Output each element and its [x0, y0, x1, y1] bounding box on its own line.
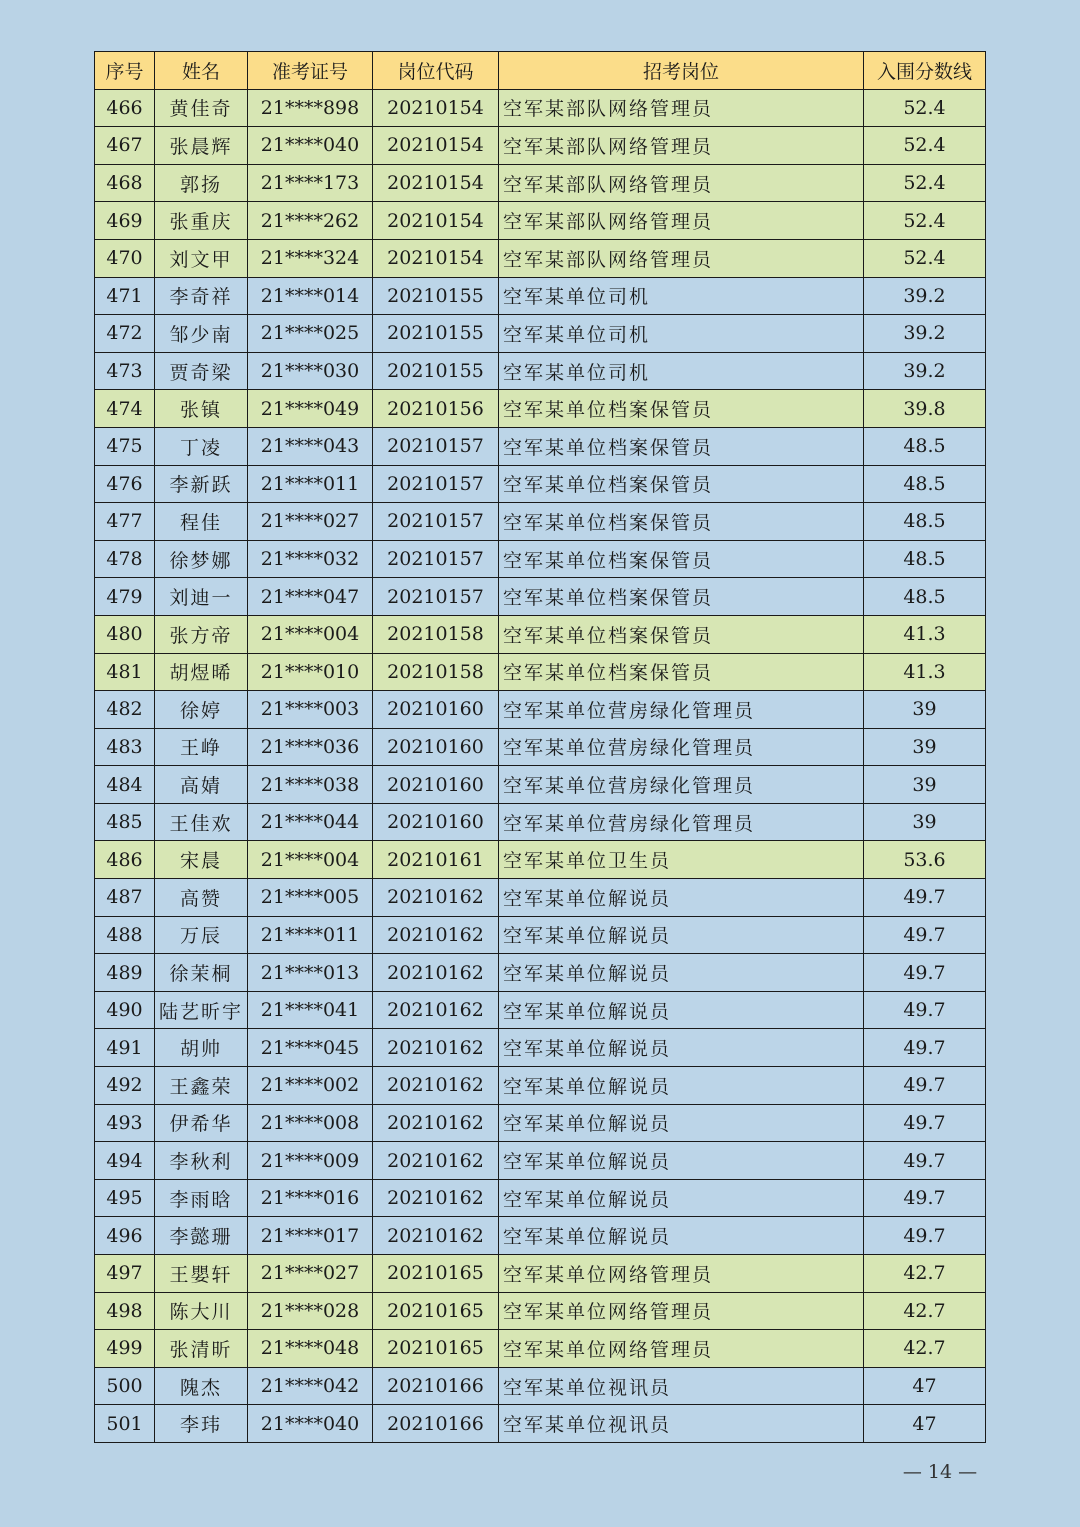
cell-post-code: 20210162 — [373, 879, 499, 917]
cell-score-line: 39 — [864, 691, 986, 729]
cell-score-line: 39.8 — [864, 390, 986, 428]
cell-score-line: 41.3 — [864, 653, 986, 691]
cell-score-line: 48.5 — [864, 540, 986, 578]
cell-exam-id: 21****042 — [248, 1367, 373, 1405]
cell-exam-id: 21****008 — [248, 1104, 373, 1142]
cell-score-line: 52.4 — [864, 239, 986, 277]
cell-post-code: 20210166 — [373, 1367, 499, 1405]
cell-index: 480 — [95, 615, 155, 653]
table-row — [95, 352, 986, 390]
cell-post: 空军某单位解说员 — [499, 1067, 864, 1105]
cell-name: 胡帅 — [155, 1029, 248, 1067]
table-row — [95, 991, 986, 1029]
cell-index: 473 — [95, 352, 155, 390]
table-row — [95, 615, 986, 653]
cell-name: 李新跃 — [155, 465, 248, 503]
table-row — [95, 1142, 986, 1180]
cell-name: 陈大川 — [155, 1292, 248, 1330]
cell-score-line: 48.5 — [864, 503, 986, 541]
cell-exam-id: 21****010 — [248, 653, 373, 691]
cell-score-line: 49.7 — [864, 879, 986, 917]
cell-index: 490 — [95, 991, 155, 1029]
cell-post-code: 20210162 — [373, 954, 499, 992]
cell-post-code: 20210162 — [373, 991, 499, 1029]
cell-post: 空军某单位司机 — [499, 315, 864, 353]
cell-name: 王鑫荣 — [155, 1067, 248, 1105]
cell-index: 474 — [95, 390, 155, 428]
cell-score-line: 52.4 — [864, 127, 986, 165]
header-cell-index: 序号 — [95, 52, 155, 90]
cell-name: 李秋利 — [155, 1142, 248, 1180]
table-row — [95, 1292, 986, 1330]
cell-index: 496 — [95, 1217, 155, 1255]
results-table — [94, 51, 986, 1443]
cell-post-code: 20210154 — [373, 239, 499, 277]
cell-index: 495 — [95, 1179, 155, 1217]
cell-index: 500 — [95, 1367, 155, 1405]
cell-exam-id: 21****038 — [248, 766, 373, 804]
cell-score-line: 39 — [864, 766, 986, 804]
header-cell-score-line: 入围分数线 — [864, 52, 986, 90]
cell-name: 李奇祥 — [155, 277, 248, 315]
cell-exam-id: 21****898 — [248, 89, 373, 127]
cell-post: 空军某单位档案保管员 — [499, 653, 864, 691]
table-row — [95, 1067, 986, 1105]
cell-name: 徐梦娜 — [155, 540, 248, 578]
cell-name: 李懿珊 — [155, 1217, 248, 1255]
cell-score-line: 52.4 — [864, 164, 986, 202]
cell-post: 空军某单位档案保管员 — [499, 427, 864, 465]
cell-name: 贾奇梁 — [155, 352, 248, 390]
cell-post-code: 20210155 — [373, 352, 499, 390]
table-row — [95, 1367, 986, 1405]
results-table-container — [94, 51, 986, 1443]
cell-name: 徐婷 — [155, 691, 248, 729]
cell-post-code: 20210160 — [373, 766, 499, 804]
table-row — [95, 239, 986, 277]
cell-post-code: 20210157 — [373, 427, 499, 465]
cell-score-line: 49.7 — [864, 1217, 986, 1255]
cell-exam-id: 21****030 — [248, 352, 373, 390]
table-row — [95, 89, 986, 127]
cell-score-line: 42.7 — [864, 1292, 986, 1330]
table-row — [95, 916, 986, 954]
table-row — [95, 578, 986, 616]
cell-exam-id: 21****004 — [248, 615, 373, 653]
cell-name: 刘迪一 — [155, 578, 248, 616]
cell-name: 伊希华 — [155, 1104, 248, 1142]
cell-exam-id: 21****041 — [248, 991, 373, 1029]
cell-name: 李玮 — [155, 1405, 248, 1443]
cell-score-line: 48.5 — [864, 578, 986, 616]
cell-post: 空军某单位司机 — [499, 277, 864, 315]
cell-name: 高婧 — [155, 766, 248, 804]
cell-post-code: 20210155 — [373, 277, 499, 315]
cell-post: 空军某单位解说员 — [499, 991, 864, 1029]
cell-post-code: 20210162 — [373, 1104, 499, 1142]
cell-post-code: 20210154 — [373, 202, 499, 240]
cell-post-code: 20210157 — [373, 578, 499, 616]
table-row — [95, 465, 986, 503]
cell-index: 479 — [95, 578, 155, 616]
cell-post: 空军某单位视讯员 — [499, 1367, 864, 1405]
cell-name: 程佳 — [155, 503, 248, 541]
header-cell-exam-id: 准考证号 — [248, 52, 373, 90]
cell-score-line: 39.2 — [864, 352, 986, 390]
cell-post: 空军某单位解说员 — [499, 879, 864, 917]
cell-exam-id: 21****032 — [248, 540, 373, 578]
table-body — [95, 89, 986, 1442]
cell-index: 475 — [95, 427, 155, 465]
cell-index: 499 — [95, 1330, 155, 1368]
cell-score-line: 49.7 — [864, 1104, 986, 1142]
cell-post: 空军某部队网络管理员 — [499, 164, 864, 202]
cell-post: 空军某单位视讯员 — [499, 1405, 864, 1443]
cell-post: 空军某单位司机 — [499, 352, 864, 390]
cell-name: 黄佳奇 — [155, 89, 248, 127]
cell-name: 宋晨 — [155, 841, 248, 879]
cell-name: 邹少南 — [155, 315, 248, 353]
header-cell-name: 姓名 — [155, 52, 248, 90]
cell-name: 隗杰 — [155, 1367, 248, 1405]
cell-post-code: 20210166 — [373, 1405, 499, 1443]
cell-score-line: 39 — [864, 728, 986, 766]
cell-exam-id: 21****003 — [248, 691, 373, 729]
cell-post-code: 20210162 — [373, 916, 499, 954]
cell-post: 空军某单位解说员 — [499, 1029, 864, 1067]
cell-post: 空军某单位档案保管员 — [499, 465, 864, 503]
table-row — [95, 728, 986, 766]
cell-index: 494 — [95, 1142, 155, 1180]
cell-name: 王峥 — [155, 728, 248, 766]
cell-exam-id: 21****016 — [248, 1179, 373, 1217]
cell-name: 王嬰轩 — [155, 1255, 248, 1293]
cell-score-line: 39 — [864, 803, 986, 841]
cell-exam-id: 21****009 — [248, 1142, 373, 1180]
table-row — [95, 503, 986, 541]
cell-score-line: 42.7 — [864, 1330, 986, 1368]
table-row — [95, 691, 986, 729]
table-row — [95, 1179, 986, 1217]
cell-post-code: 20210158 — [373, 615, 499, 653]
cell-index: 476 — [95, 465, 155, 503]
cell-index: 489 — [95, 954, 155, 992]
cell-name: 王佳欢 — [155, 803, 248, 841]
cell-name: 张方帝 — [155, 615, 248, 653]
cell-score-line: 49.7 — [864, 1029, 986, 1067]
cell-post: 空军某单位网络管理员 — [499, 1330, 864, 1368]
cell-post: 空军某部队网络管理员 — [499, 127, 864, 165]
table-row — [95, 1217, 986, 1255]
cell-post-code: 20210157 — [373, 540, 499, 578]
cell-name: 李雨晗 — [155, 1179, 248, 1217]
cell-index: 486 — [95, 841, 155, 879]
cell-name: 丁凌 — [155, 427, 248, 465]
cell-post: 空军某单位解说员 — [499, 916, 864, 954]
cell-post-code: 20210165 — [373, 1330, 499, 1368]
cell-exam-id: 21****044 — [248, 803, 373, 841]
table-row — [95, 202, 986, 240]
cell-score-line: 49.7 — [864, 1067, 986, 1105]
cell-post: 空军某单位档案保管员 — [499, 390, 864, 428]
cell-exam-id: 21****025 — [248, 315, 373, 353]
cell-score-line: 39.2 — [864, 315, 986, 353]
cell-exam-id: 21****040 — [248, 127, 373, 165]
table-row — [95, 164, 986, 202]
cell-name: 徐茉桐 — [155, 954, 248, 992]
cell-name: 郭扬 — [155, 164, 248, 202]
cell-score-line: 48.5 — [864, 465, 986, 503]
cell-index: 467 — [95, 127, 155, 165]
cell-index: 497 — [95, 1255, 155, 1293]
table-row — [95, 1029, 986, 1067]
table-row — [95, 766, 986, 804]
cell-exam-id: 21****028 — [248, 1292, 373, 1330]
cell-post-code: 20210162 — [373, 1067, 499, 1105]
cell-index: 478 — [95, 540, 155, 578]
cell-score-line: 49.7 — [864, 954, 986, 992]
header-cell-post: 招考岗位 — [499, 52, 864, 90]
cell-score-line: 48.5 — [864, 427, 986, 465]
cell-index: 477 — [95, 503, 155, 541]
cell-score-line: 49.7 — [864, 916, 986, 954]
table-row — [95, 1104, 986, 1142]
cell-exam-id: 21****002 — [248, 1067, 373, 1105]
cell-exam-id: 21****013 — [248, 954, 373, 992]
cell-post-code: 20210158 — [373, 653, 499, 691]
cell-post-code: 20210155 — [373, 315, 499, 353]
cell-index: 487 — [95, 879, 155, 917]
table-row — [95, 315, 986, 353]
cell-post: 空军某单位营房绿化管理员 — [499, 691, 864, 729]
cell-index: 493 — [95, 1104, 155, 1142]
cell-post: 空军某单位网络管理员 — [499, 1292, 864, 1330]
cell-index: 471 — [95, 277, 155, 315]
cell-post-code: 20210154 — [373, 164, 499, 202]
cell-index: 470 — [95, 239, 155, 277]
cell-index: 472 — [95, 315, 155, 353]
cell-score-line: 39.2 — [864, 277, 986, 315]
cell-exam-id: 21****017 — [248, 1217, 373, 1255]
cell-name: 万辰 — [155, 916, 248, 954]
cell-index: 469 — [95, 202, 155, 240]
cell-post: 空军某单位营房绿化管理员 — [499, 803, 864, 841]
cell-post: 空军某单位解说员 — [499, 954, 864, 992]
cell-index: 481 — [95, 653, 155, 691]
cell-name: 刘文甲 — [155, 239, 248, 277]
cell-post-code: 20210160 — [373, 691, 499, 729]
cell-post-code: 20210157 — [373, 503, 499, 541]
cell-score-line: 49.7 — [864, 991, 986, 1029]
cell-exam-id: 21****043 — [248, 427, 373, 465]
cell-post-code: 20210161 — [373, 841, 499, 879]
cell-score-line: 49.7 — [864, 1142, 986, 1180]
cell-post: 空军某单位解说员 — [499, 1142, 864, 1180]
cell-exam-id: 21****011 — [248, 465, 373, 503]
cell-exam-id: 21****324 — [248, 239, 373, 277]
cell-post: 空军某单位解说员 — [499, 1179, 864, 1217]
table-row — [95, 803, 986, 841]
cell-post-code: 20210160 — [373, 728, 499, 766]
cell-exam-id: 21****048 — [248, 1330, 373, 1368]
cell-exam-id: 21****027 — [248, 1255, 373, 1293]
table-row — [95, 277, 986, 315]
table-row — [95, 540, 986, 578]
cell-exam-id: 21****040 — [248, 1405, 373, 1443]
cell-post-code: 20210162 — [373, 1217, 499, 1255]
table-row — [95, 127, 986, 165]
cell-post: 空军某单位档案保管员 — [499, 578, 864, 616]
cell-score-line: 47 — [864, 1405, 986, 1443]
cell-score-line: 49.7 — [864, 1179, 986, 1217]
cell-exam-id: 21****036 — [248, 728, 373, 766]
cell-name: 陆艺昕宇 — [155, 991, 248, 1029]
cell-name: 高赞 — [155, 879, 248, 917]
table-row — [95, 1330, 986, 1368]
cell-post: 空军某部队网络管理员 — [499, 239, 864, 277]
cell-exam-id: 21****005 — [248, 879, 373, 917]
table-row — [95, 841, 986, 879]
cell-post: 空军某单位解说员 — [499, 1104, 864, 1142]
cell-exam-id: 21****049 — [248, 390, 373, 428]
cell-exam-id: 21****014 — [248, 277, 373, 315]
cell-index: 466 — [95, 89, 155, 127]
cell-index: 485 — [95, 803, 155, 841]
cell-post: 空军某单位营房绿化管理员 — [499, 766, 864, 804]
cell-exam-id: 21****173 — [248, 164, 373, 202]
cell-post: 空军某部队网络管理员 — [499, 89, 864, 127]
cell-score-line: 52.4 — [864, 89, 986, 127]
table-row — [95, 1405, 986, 1443]
cell-post-code: 20210157 — [373, 465, 499, 503]
cell-score-line: 42.7 — [864, 1255, 986, 1293]
cell-post-code: 20210162 — [373, 1179, 499, 1217]
cell-post-code: 20210162 — [373, 1142, 499, 1180]
cell-index: 491 — [95, 1029, 155, 1067]
cell-name: 胡煜晞 — [155, 653, 248, 691]
cell-name: 张清昕 — [155, 1330, 248, 1368]
cell-exam-id: 21****047 — [248, 578, 373, 616]
cell-score-line: 53.6 — [864, 841, 986, 879]
cell-index: 482 — [95, 691, 155, 729]
cell-index: 498 — [95, 1292, 155, 1330]
cell-post: 空军某单位卫生员 — [499, 841, 864, 879]
cell-post-code: 20210165 — [373, 1292, 499, 1330]
cell-post: 空军某单位档案保管员 — [499, 503, 864, 541]
cell-post-code: 20210160 — [373, 803, 499, 841]
cell-score-line: 47 — [864, 1367, 986, 1405]
page-number: — 14 — — [902, 1461, 978, 1483]
table-row — [95, 390, 986, 428]
table-row — [95, 879, 986, 917]
table-row — [95, 954, 986, 992]
table-header-row — [95, 52, 986, 90]
cell-exam-id: 21****045 — [248, 1029, 373, 1067]
cell-index: 501 — [95, 1405, 155, 1443]
cell-post: 空军某单位档案保管员 — [499, 540, 864, 578]
cell-index: 483 — [95, 728, 155, 766]
cell-post-code: 20210156 — [373, 390, 499, 428]
cell-exam-id: 21****262 — [248, 202, 373, 240]
table-row — [95, 1255, 986, 1293]
cell-post-code: 20210162 — [373, 1029, 499, 1067]
table-row — [95, 427, 986, 465]
cell-index: 484 — [95, 766, 155, 804]
cell-post-code: 20210154 — [373, 89, 499, 127]
cell-score-line: 52.4 — [864, 202, 986, 240]
cell-index: 492 — [95, 1067, 155, 1105]
cell-exam-id: 21****011 — [248, 916, 373, 954]
cell-exam-id: 21****004 — [248, 841, 373, 879]
cell-post: 空军某单位档案保管员 — [499, 615, 864, 653]
cell-post: 空军某单位营房绿化管理员 — [499, 728, 864, 766]
table-row — [95, 653, 986, 691]
cell-name: 张重庆 — [155, 202, 248, 240]
cell-post-code: 20210154 — [373, 127, 499, 165]
cell-exam-id: 21****027 — [248, 503, 373, 541]
cell-post: 空军某部队网络管理员 — [499, 202, 864, 240]
cell-index: 468 — [95, 164, 155, 202]
cell-name: 张晨辉 — [155, 127, 248, 165]
cell-post: 空军某单位解说员 — [499, 1217, 864, 1255]
cell-score-line: 41.3 — [864, 615, 986, 653]
cell-post-code: 20210165 — [373, 1255, 499, 1293]
cell-index: 488 — [95, 916, 155, 954]
header-cell-post-code: 岗位代码 — [373, 52, 499, 90]
cell-post: 空军某单位网络管理员 — [499, 1255, 864, 1293]
cell-name: 张镇 — [155, 390, 248, 428]
